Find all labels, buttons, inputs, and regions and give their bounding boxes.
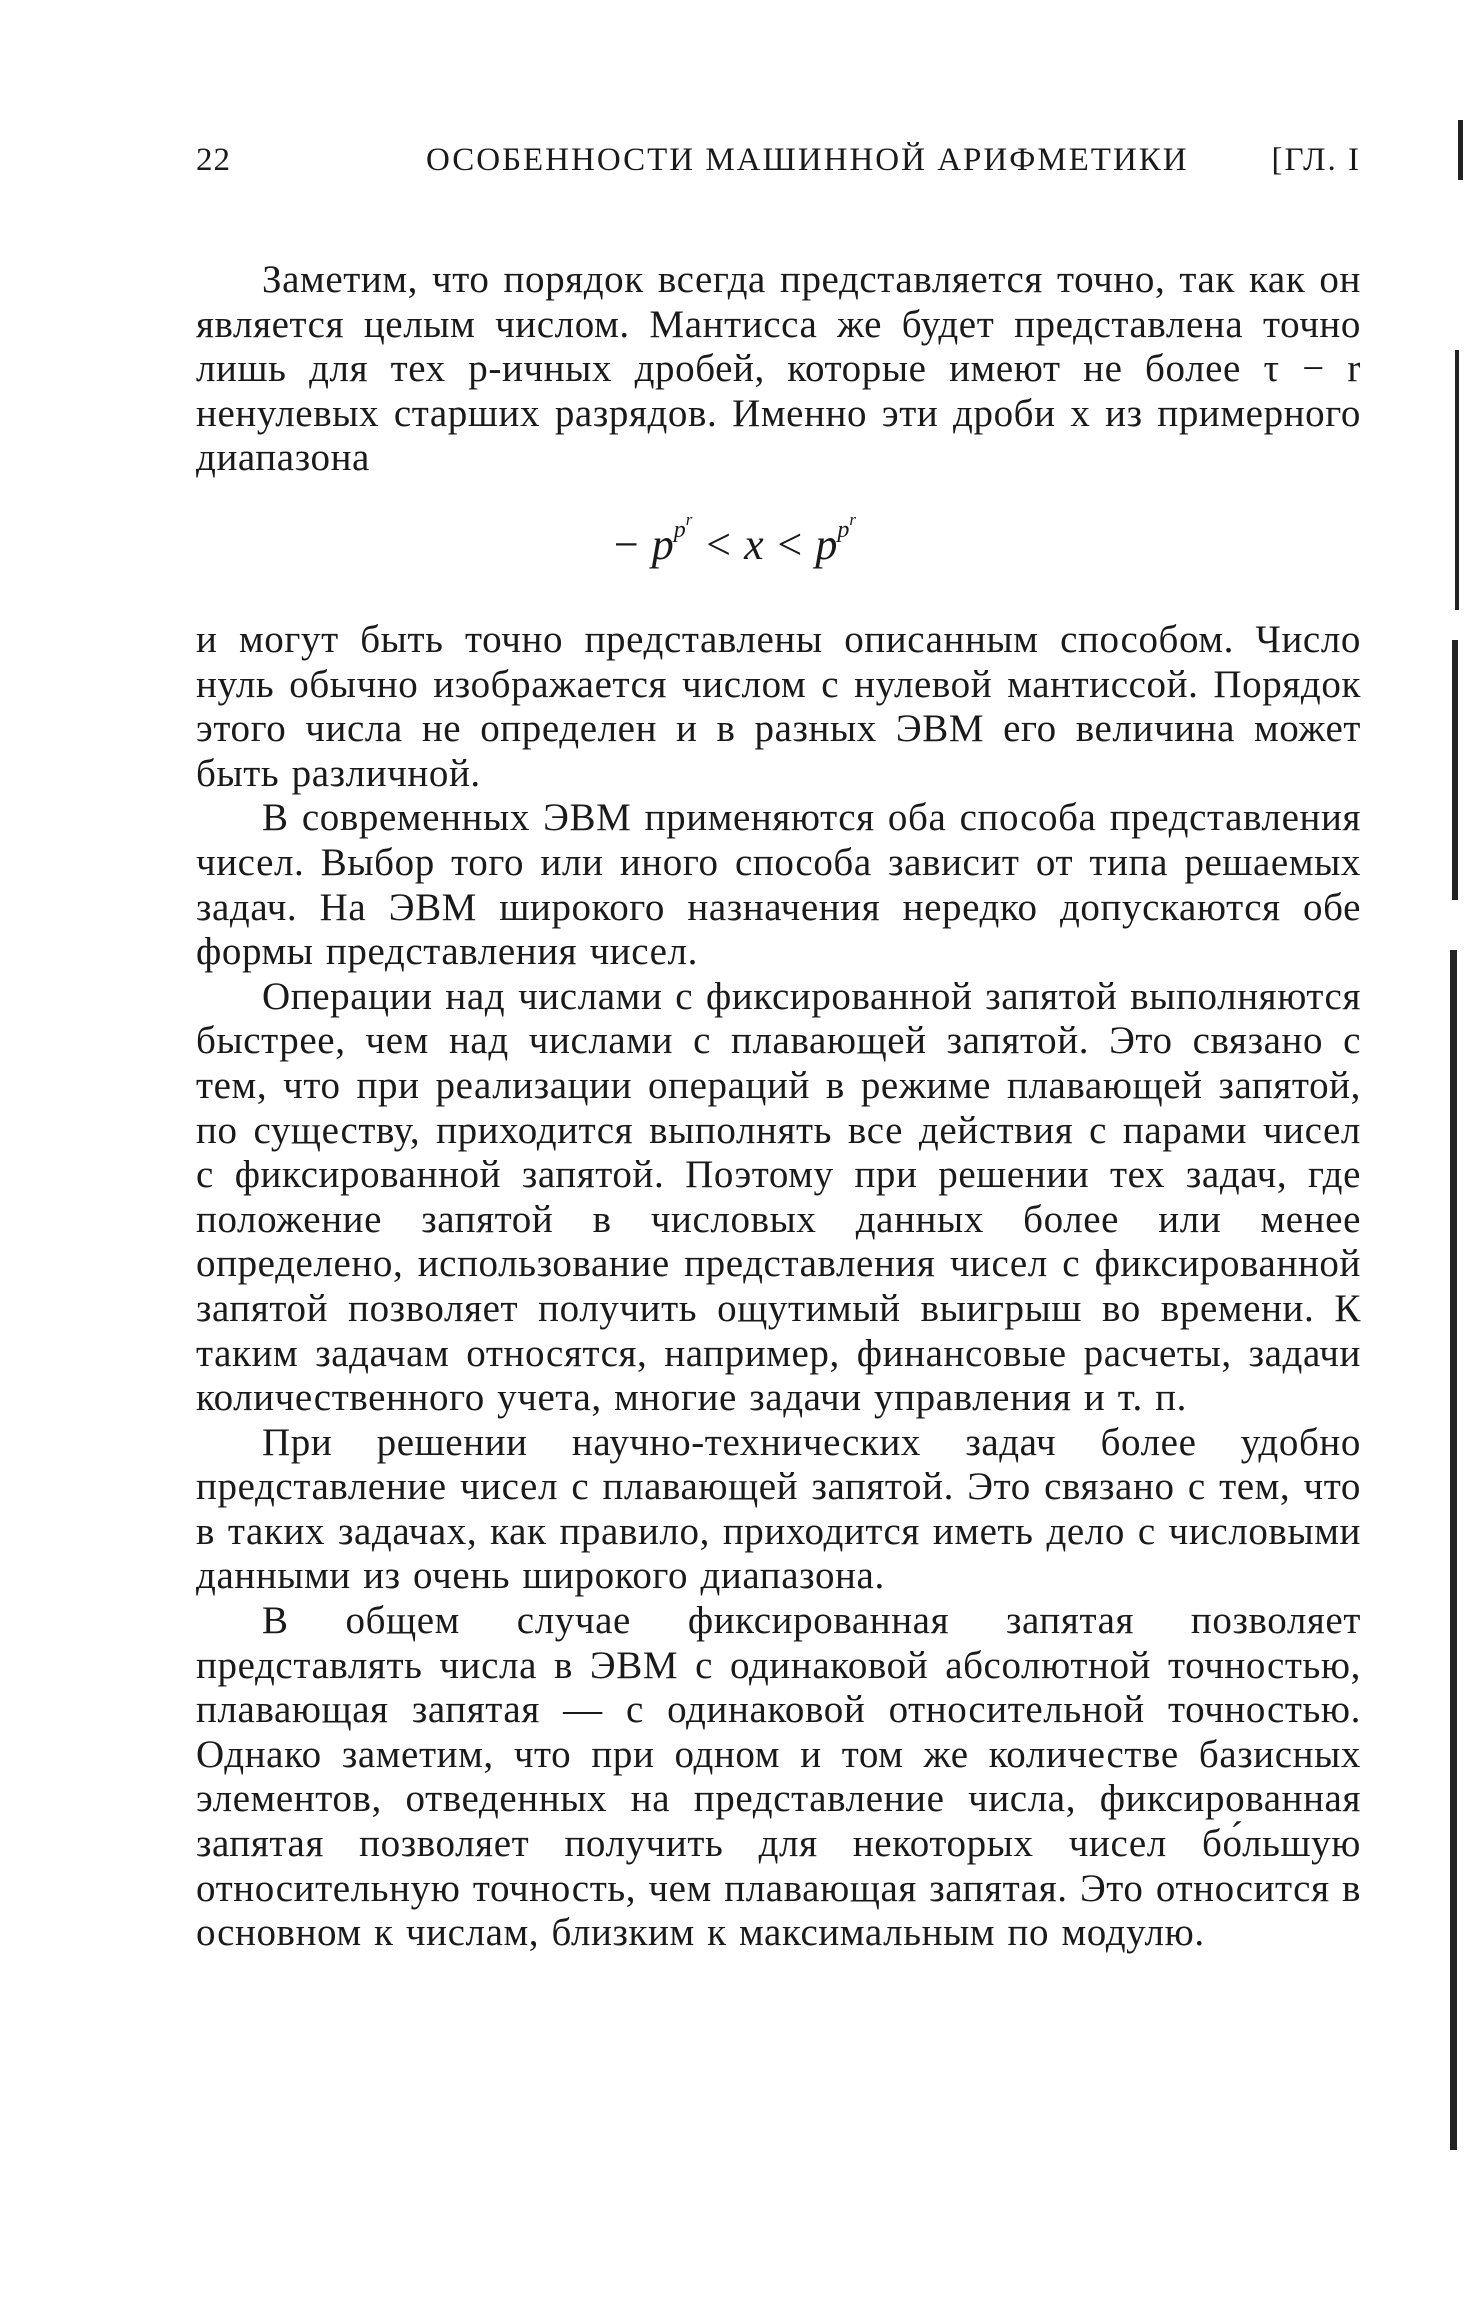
scan-edge-mark xyxy=(1450,950,1457,2150)
paragraph-1: Заметим, что порядок всегда представляется точно, так как он является целым числом. Мантисса же будет представлена точно лишь для тех p-ичных дробей, которые имеют не более τ − r ненулевых старших разрядов. Именно эти дроби x из примерного диапазона xyxy=(196,258,1361,480)
scan-edge-mark xyxy=(1458,120,1463,180)
formula-lt-right: < xyxy=(774,520,805,569)
formula-exp-exp-left: r xyxy=(685,510,693,529)
formula-lt-left: < xyxy=(703,520,734,569)
chapter-reference: [ГЛ. I xyxy=(1271,142,1361,178)
text-block-top xyxy=(196,258,1361,481)
paragraph-4: Операции над числами с фиксированной запятой выполняются быстрее, чем над числами с плавающей запятой. Это связано с тем, что при реализации операций в режиме плавающей запятой, по существу, приходится выполнять все действия с парами чисел с фиксированной запятой. Поэтому при решении тех задач, где положение запятой в числовых данных более или менее определено, использование представления чисел с фиксированной запятой позволяет получить ощутимый выигрыш во времени. К таким задачам относятся, например, финансовые расчеты, задачи количественного учета, многие задачи управления и т. п. xyxy=(196,974,1361,1420)
scan-edge-mark xyxy=(1452,640,1458,900)
formula-range xyxy=(0,510,1467,570)
running-title: ОСОБЕННОСТИ МАШИННОЙ АРИФМЕТИКИ xyxy=(426,142,1189,178)
formula-var: x xyxy=(744,520,764,569)
formula-base-right: p xyxy=(815,520,838,569)
text-block-main xyxy=(196,618,1361,1956)
paragraph-3: В современных ЭВМ применяются оба способа представления чисел. Выбор того или иного способа зависит от типа решаемых задач. На ЭВМ широкого назначения нередко допускаются обе формы представления чисел. xyxy=(196,796,1361,974)
formula-exp-base-left: p xyxy=(673,517,686,543)
formula-base-left: p xyxy=(651,520,674,569)
formula-exp-exp-right: r xyxy=(849,510,856,529)
scan-edge-mark xyxy=(1455,350,1459,610)
paragraph-2: и могут быть точно представлены описанным способом. Число нуль обычно изображается числом с нулевой мантиссой. Порядок этого числа не определен и в разных ЭВМ его величина может быть различной. xyxy=(196,618,1361,795)
page-number: 22 xyxy=(196,142,231,178)
paragraph-6: В общем случае фиксированная запятая позволяет представлять числа в ЭВМ с одинаковой абсолютной точностью, плавающая запятая — с одинаковой относительной точностью. Однако заметим, что при одном и том же количестве базисных элементов, отведенных на представление числа, фиксированная запятая позволяет получить для некоторых чисел бо́льшую относительную точность, чем плавающая запятая. Это относится в основном к числам, близким к максимальным по модулю. xyxy=(196,1599,1361,1955)
paragraph-5: При решении научно-технических задач более удобно представление чисел с плавающей запятой. Это связано с тем, что в таких задачах, как правило, приходится иметь дело с числовыми данными из очень широкого диапазона. xyxy=(196,1420,1361,1598)
formula-exp-base-right: p xyxy=(837,517,850,543)
formula-minus: − xyxy=(611,520,641,569)
running-head xyxy=(196,142,1361,186)
